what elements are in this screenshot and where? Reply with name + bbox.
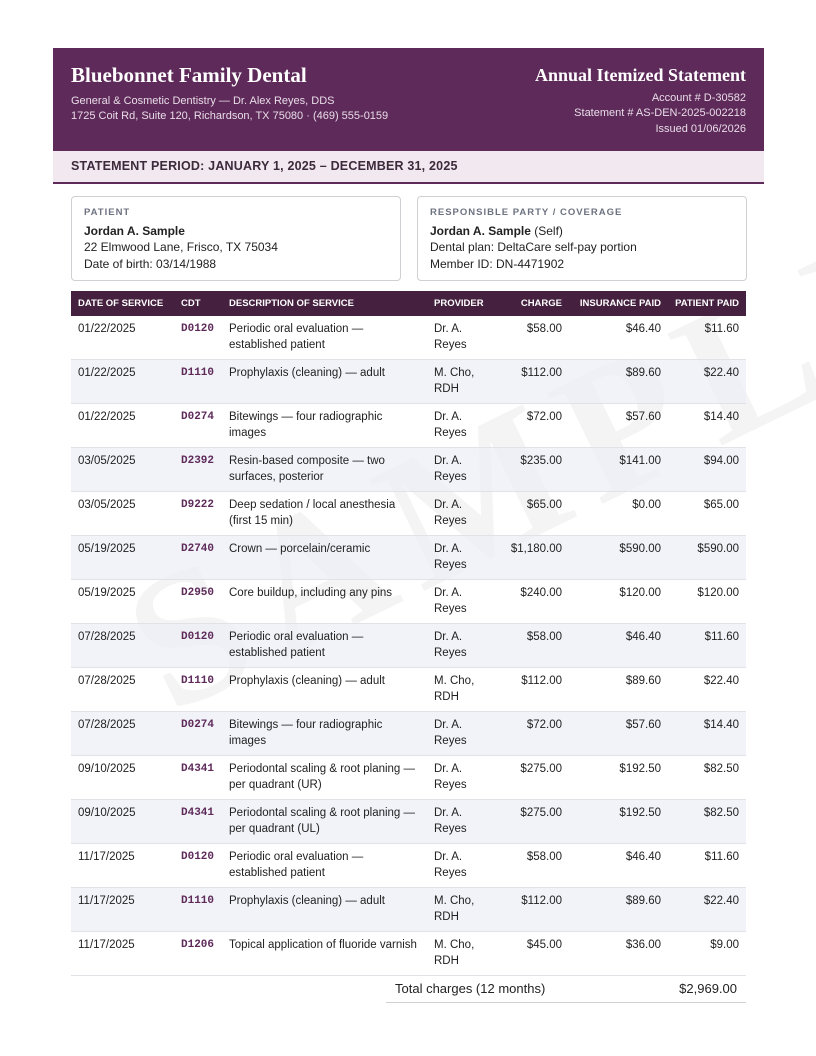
table-row: [71, 492, 746, 536]
statement-period-bar: [53, 151, 764, 184]
cell-cdt: D0120: [174, 316, 222, 360]
total-charges-label: Total charges (12 months): [395, 981, 546, 996]
cell-patient-paid: $22.40: [668, 888, 746, 932]
cell-cdt: D0120: [174, 624, 222, 668]
table-row: [71, 668, 746, 712]
cell-cdt: D4341: [174, 756, 222, 800]
cell-patient-paid: $14.40: [668, 712, 746, 756]
cell-date: 07/28/2025: [71, 624, 174, 668]
patient-card: [71, 196, 401, 281]
cell-patient-paid: $11.60: [668, 624, 746, 668]
cell-insurance-paid: $57.60: [569, 712, 668, 756]
cell-charge: $1,180.00: [495, 536, 569, 580]
cell-cdt: D2392: [174, 448, 222, 492]
cell-charge: $65.00: [495, 492, 569, 536]
cell-description: Periodontal scaling & root planing — per quadrant (UR): [222, 756, 427, 800]
statement-header: [53, 48, 764, 151]
statement-period: STATEMENT PERIOD: JANUARY 1, 2025 – DECEMBER 31, 2025: [71, 159, 458, 173]
cell-date: 07/28/2025: [71, 668, 174, 712]
cell-description: Periodic oral evaluation — established patient: [222, 844, 427, 888]
member-id: Member ID: DN-4471902: [430, 257, 565, 271]
cell-date: 11/17/2025: [71, 932, 174, 976]
cell-charge: $45.00: [495, 932, 569, 976]
cell-patient-paid: $9.00: [668, 932, 746, 976]
col-header-cdt: CDT: [174, 291, 222, 316]
cell-patient-paid: $82.50: [668, 756, 746, 800]
cell-charge: $112.00: [495, 888, 569, 932]
cell-date: 11/17/2025: [71, 888, 174, 932]
cell-patient-paid: $94.00: [668, 448, 746, 492]
col-header-description: DESCRIPTION OF SERVICE: [222, 291, 427, 316]
cell-cdt: D2740: [174, 536, 222, 580]
cell-patient-paid: $120.00: [668, 580, 746, 624]
totals-row: [386, 972, 746, 1003]
cell-description: Periodic oral evaluation — established patient: [222, 624, 427, 668]
cell-description: Bitewings — four radiographic images: [222, 712, 427, 756]
cell-description: Prophylaxis (cleaning) — adult: [222, 888, 427, 932]
account-number: Account # D-30582: [651, 92, 746, 104]
total-charges-value: $2,969.00: [679, 981, 737, 996]
cell-charge: $235.00: [495, 448, 569, 492]
cell-cdt: D9222: [174, 492, 222, 536]
statement-title: Annual Itemized Statement: [535, 65, 746, 85]
table-row: [71, 756, 746, 800]
table-row: [71, 888, 746, 932]
cell-cdt: D1110: [174, 668, 222, 712]
cell-date: 09/10/2025: [71, 800, 174, 844]
responsible-name: Jordan A. Sample (Self): [430, 224, 563, 238]
col-header-date: DATE OF SERVICE: [71, 291, 174, 316]
table-row: [71, 360, 746, 404]
cell-description: Prophylaxis (cleaning) — adult: [222, 360, 427, 404]
cell-date: 03/05/2025: [71, 492, 174, 536]
cell-insurance-paid: $141.00: [569, 448, 668, 492]
cell-charge: $58.00: [495, 844, 569, 888]
cell-insurance-paid: $89.60: [569, 888, 668, 932]
responsible-card-label: RESPONSIBLE PARTY / COVERAGE: [430, 207, 623, 218]
cell-description: Resin-based composite — two surfaces, posterior: [222, 448, 427, 492]
cell-cdt: D0120: [174, 844, 222, 888]
responsible-party-card: [417, 196, 747, 281]
cell-description: Prophylaxis (cleaning) — adult: [222, 668, 427, 712]
cell-description: Topical application of fluoride varnish: [222, 932, 427, 976]
patient-name: Jordan A. Sample: [84, 224, 185, 238]
cell-provider: Dr. A. Reyes: [427, 448, 495, 492]
cell-provider: M. Cho, RDH: [427, 668, 495, 712]
patient-address: 22 Elmwood Lane, Frisco, TX 75034: [84, 240, 278, 254]
table-row: [71, 932, 746, 976]
cell-description: Periodic oral evaluation — established patient: [222, 316, 427, 360]
cell-charge: $275.00: [495, 756, 569, 800]
col-header-charge: CHARGE: [495, 291, 569, 316]
col-header-provider: PROVIDER: [427, 291, 495, 316]
cell-provider: Dr. A. Reyes: [427, 492, 495, 536]
table-row: [71, 580, 746, 624]
cell-provider: M. Cho, RDH: [427, 360, 495, 404]
cell-provider: Dr. A. Reyes: [427, 624, 495, 668]
cell-charge: $112.00: [495, 360, 569, 404]
cell-description: Crown — porcelain/ceramic: [222, 536, 427, 580]
cell-insurance-paid: $89.60: [569, 360, 668, 404]
cell-insurance-paid: $120.00: [569, 580, 668, 624]
col-header-insurance-paid: INSURANCE PAID: [569, 291, 668, 316]
table-row: [71, 624, 746, 668]
cell-insurance-paid: $192.50: [569, 756, 668, 800]
patient-card-label: PATIENT: [84, 207, 131, 218]
cell-cdt: D2950: [174, 580, 222, 624]
cell-charge: $72.00: [495, 712, 569, 756]
cell-cdt: D1206: [174, 932, 222, 976]
cell-insurance-paid: $192.50: [569, 800, 668, 844]
cell-date: 03/05/2025: [71, 448, 174, 492]
cell-date: 01/22/2025: [71, 404, 174, 448]
cell-charge: $72.00: [495, 404, 569, 448]
clinic-address: 1725 Coit Rd, Suite 120, Richardson, TX 75080 · (469) 555-0159: [71, 110, 389, 122]
cell-patient-paid: $11.60: [668, 844, 746, 888]
cell-cdt: D1110: [174, 360, 222, 404]
cell-insurance-paid: $46.40: [569, 316, 668, 360]
clinic-name: Bluebonnet Family Dental: [71, 63, 307, 87]
cell-description: Deep sedation / local anesthesia (first 15 min): [222, 492, 427, 536]
cell-description: Bitewings — four radiographic images: [222, 404, 427, 448]
cell-insurance-paid: $46.40: [569, 844, 668, 888]
cell-description: Core buildup, including any pins: [222, 580, 427, 624]
cell-date: 05/19/2025: [71, 536, 174, 580]
cell-date: 11/17/2025: [71, 844, 174, 888]
issue-date: Issued 01/06/2026: [655, 123, 746, 135]
table-header-row: [71, 291, 746, 316]
cell-insurance-paid: $36.00: [569, 932, 668, 976]
cell-patient-paid: $11.60: [668, 316, 746, 360]
services-table: [71, 291, 746, 976]
patient-dob: Date of birth: 03/14/1988: [84, 257, 217, 271]
cell-provider: Dr. A. Reyes: [427, 800, 495, 844]
clinic-tagline: General & Cosmetic Dentistry — Dr. Alex Reyes, DDS: [71, 95, 335, 107]
cell-patient-paid: $82.50: [668, 800, 746, 844]
dental-plan: Dental plan: DeltaCare self-pay portion: [430, 240, 637, 254]
cell-insurance-paid: $57.60: [569, 404, 668, 448]
cell-charge: $58.00: [495, 316, 569, 360]
cell-description: Periodontal scaling & root planing — per quadrant (UL): [222, 800, 427, 844]
cell-provider: Dr. A. Reyes: [427, 756, 495, 800]
cell-provider: Dr. A. Reyes: [427, 844, 495, 888]
cell-patient-paid: $590.00: [668, 536, 746, 580]
cell-provider: Dr. A. Reyes: [427, 580, 495, 624]
cell-charge: $275.00: [495, 800, 569, 844]
cell-date: 09/10/2025: [71, 756, 174, 800]
table-row: [71, 404, 746, 448]
cell-cdt: D4341: [174, 800, 222, 844]
cell-patient-paid: $65.00: [668, 492, 746, 536]
cell-date: 01/22/2025: [71, 360, 174, 404]
statement-number: Statement # AS-DEN-2025-002218: [574, 107, 746, 119]
cell-charge: $240.00: [495, 580, 569, 624]
table-row: [71, 316, 746, 360]
cell-insurance-paid: $46.40: [569, 624, 668, 668]
table-row: [71, 844, 746, 888]
cell-cdt: D0274: [174, 404, 222, 448]
cell-charge: $112.00: [495, 668, 569, 712]
cell-patient-paid: $22.40: [668, 360, 746, 404]
cell-date: 05/19/2025: [71, 580, 174, 624]
cell-cdt: D1110: [174, 888, 222, 932]
cell-cdt: D0274: [174, 712, 222, 756]
cell-insurance-paid: $89.60: [569, 668, 668, 712]
table-row: [71, 800, 746, 844]
table-row: [71, 536, 746, 580]
cell-insurance-paid: $0.00: [569, 492, 668, 536]
cell-patient-paid: $22.40: [668, 668, 746, 712]
cell-provider: M. Cho, RDH: [427, 888, 495, 932]
cell-provider: Dr. A. Reyes: [427, 404, 495, 448]
table-row: [71, 712, 746, 756]
cell-provider: Dr. A. Reyes: [427, 316, 495, 360]
cell-patient-paid: $14.40: [668, 404, 746, 448]
cell-insurance-paid: $590.00: [569, 536, 668, 580]
table-row: [71, 448, 746, 492]
cell-provider: M. Cho, RDH: [427, 932, 495, 976]
cell-provider: Dr. A. Reyes: [427, 536, 495, 580]
col-header-patient-paid: PATIENT PAID: [668, 291, 746, 316]
cell-charge: $58.00: [495, 624, 569, 668]
cell-date: 07/28/2025: [71, 712, 174, 756]
cell-date: 01/22/2025: [71, 316, 174, 360]
cell-provider: Dr. A. Reyes: [427, 712, 495, 756]
